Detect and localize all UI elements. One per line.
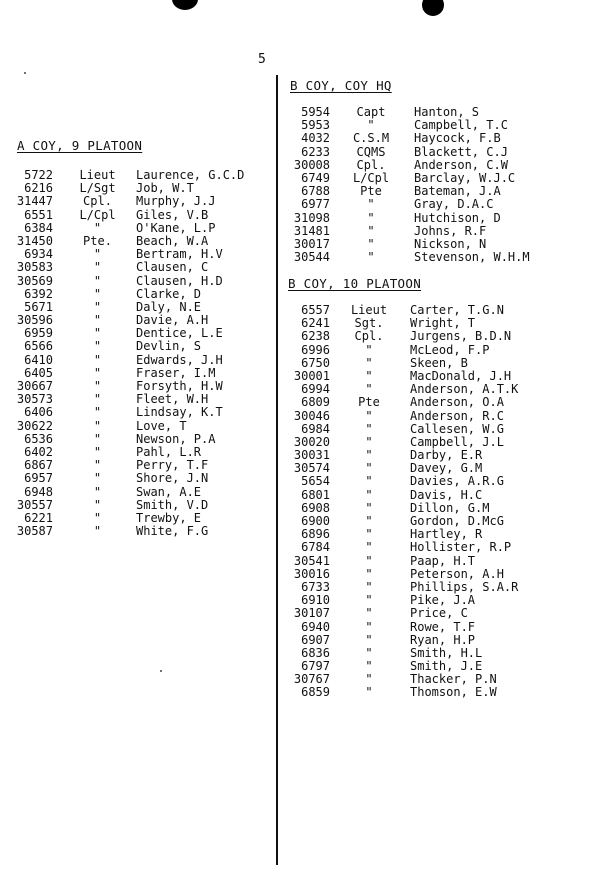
- rank: Pte: [358, 395, 380, 410]
- soldier-name: Beach, W.A: [136, 233, 209, 248]
- soldier-name: Campbell, J.L: [410, 434, 504, 449]
- soldier-name: Shore, J.N: [136, 471, 209, 486]
- punch-hole: [422, 0, 444, 16]
- rank: ": [365, 606, 373, 621]
- service-number: 4032: [301, 131, 330, 146]
- soldier-name: Trewby, E: [136, 510, 202, 525]
- roster-row: [0, 540, 560, 553]
- soldier-name: Love, T: [136, 418, 187, 433]
- rank: ": [365, 448, 373, 463]
- service-number: 30574: [293, 461, 330, 476]
- section-title-a-coy-9-platoon: A COY, 9 PLATOON: [17, 138, 143, 153]
- service-number: 30583: [16, 260, 53, 275]
- rank: ": [365, 382, 373, 397]
- soldier-name: Rowe, T.F: [410, 619, 476, 634]
- service-number: 30767: [293, 672, 330, 687]
- service-number: 6959: [24, 326, 53, 341]
- rank: ": [367, 250, 375, 265]
- rank: ": [93, 431, 102, 446]
- service-number: 5671: [24, 299, 53, 314]
- soldier-name: Hutchison, D: [414, 210, 501, 225]
- service-number: 30667: [16, 379, 53, 393]
- soldier-name: Blackett, C.J: [414, 144, 508, 159]
- roster-row: [0, 422, 560, 435]
- soldier-name: Thacker, P.N: [410, 672, 497, 687]
- rank: ": [93, 339, 102, 354]
- soldier-name: Johns, R.F: [414, 223, 487, 238]
- rank: ": [93, 247, 102, 262]
- rank: ": [365, 474, 373, 489]
- rank: L/Cpl: [79, 207, 116, 222]
- service-number: 30017: [293, 236, 330, 251]
- soldier-name: Bertram, H.V: [136, 247, 223, 262]
- service-number: 30020: [293, 434, 330, 449]
- service-number: 30046: [293, 408, 330, 423]
- service-number: 6221: [24, 510, 53, 525]
- roster-row: [0, 250, 560, 263]
- rank: ": [365, 421, 373, 436]
- roster-row: [0, 224, 560, 237]
- rank: ": [365, 355, 373, 370]
- service-number: 6801: [301, 487, 330, 502]
- roster-row: [0, 343, 560, 356]
- service-number: 6749: [301, 170, 330, 185]
- service-number: 6896: [301, 527, 330, 542]
- roster-row: [0, 501, 560, 514]
- roster-row: [0, 395, 560, 408]
- rank: ": [365, 500, 373, 515]
- soldier-name: Phillips, S.A.R: [410, 579, 519, 594]
- rank: ": [365, 487, 373, 502]
- rank: L/Cpl: [352, 170, 390, 185]
- section-title-b-coy-hq: B COY, COY HQ: [290, 78, 392, 93]
- soldier-name: Wright, T: [410, 316, 476, 331]
- roster-row: [0, 593, 560, 606]
- soldier-name: Ryan, H.P: [410, 632, 476, 647]
- soldier-name: Clarke, D: [136, 286, 202, 301]
- soldier-name: Laurence, G.C.D: [136, 168, 245, 182]
- service-number: 6784: [301, 540, 330, 555]
- service-number: 6233: [301, 144, 330, 159]
- roster-row: [0, 474, 560, 487]
- rank: L/Sgt: [79, 181, 116, 196]
- soldier-name: Dentice, L.E: [136, 326, 223, 341]
- service-number: 5954: [301, 105, 330, 119]
- soldier-name: Barclay, W.J.C: [414, 170, 516, 185]
- service-number: 5953: [301, 118, 330, 133]
- service-number: 6536: [24, 431, 53, 446]
- rank: ": [365, 593, 373, 608]
- roster-row: [0, 633, 560, 646]
- rank: ": [365, 579, 373, 594]
- roster-row: [0, 184, 560, 197]
- soldier-name: Gray, D.A.C: [414, 197, 494, 212]
- roster-row: [0, 131, 560, 144]
- service-number: 6984: [301, 421, 330, 436]
- rank: ": [93, 471, 102, 486]
- service-number: 6384: [24, 220, 53, 235]
- rank: Pte.: [83, 233, 112, 248]
- rank: ": [365, 632, 373, 647]
- rank: ": [365, 540, 373, 555]
- roster-row: [0, 567, 560, 580]
- soldier-name: Callesen, W.G: [410, 421, 504, 436]
- service-number: 30587: [16, 524, 53, 539]
- soldier-name: Daly, N.E: [136, 299, 202, 314]
- rank: ": [365, 553, 373, 568]
- rank: ": [93, 313, 102, 328]
- rank: ": [93, 405, 102, 420]
- service-number: 6406: [24, 405, 53, 420]
- soldier-name: MacDonald, J.H: [410, 368, 512, 383]
- service-number: 6910: [301, 593, 330, 608]
- service-number: 6900: [301, 514, 330, 528]
- roster-row: [0, 435, 560, 448]
- rank: ": [365, 685, 373, 700]
- service-number: 31450: [16, 233, 53, 248]
- service-number: 30544: [293, 250, 330, 265]
- soldier-name: Dillon, G.M: [410, 500, 490, 515]
- rank: Pte: [360, 184, 382, 199]
- service-number: 6410: [24, 352, 53, 367]
- soldier-name: O'Kane, L.P: [136, 220, 216, 235]
- service-number: 6733: [301, 579, 330, 594]
- rank: ": [365, 408, 373, 423]
- roster-row: [0, 237, 560, 250]
- service-number: 6977: [301, 197, 330, 212]
- roster-row: [0, 514, 560, 527]
- roster-row: [0, 274, 270, 287]
- rank: ": [365, 659, 373, 674]
- rank: ": [365, 434, 373, 449]
- soldier-name: Hartley, R: [410, 527, 483, 542]
- soldier-name: Anderson, C.W: [414, 157, 508, 172]
- soldier-name: Perry, T.F: [136, 458, 209, 473]
- rank: ": [93, 497, 102, 512]
- soldier-name: Devlin, S: [136, 339, 202, 354]
- soldier-name: Smith, H.L: [410, 645, 483, 660]
- rank: ": [93, 273, 102, 288]
- roster-row: [0, 659, 560, 672]
- service-number: 5722: [24, 168, 53, 182]
- soldier-name: White, F.G: [136, 524, 209, 539]
- service-number: 6750: [301, 355, 330, 370]
- service-number: 30622: [16, 418, 53, 433]
- rank: ": [365, 672, 373, 687]
- roster-row: [0, 356, 560, 369]
- service-number: 6996: [301, 342, 330, 357]
- service-number: 30573: [16, 392, 53, 407]
- soldier-name: Stevenson, W.H.M: [414, 250, 530, 265]
- soldier-name: Paap, H.T: [410, 553, 476, 568]
- rank: ": [93, 444, 102, 459]
- roster-row: [0, 303, 560, 316]
- roster-row: [0, 197, 560, 210]
- soldier-name: Gordon, D.McG: [410, 514, 504, 528]
- service-number: 6797: [301, 659, 330, 674]
- service-number: 6957: [24, 471, 53, 486]
- rank: CQMS: [356, 144, 386, 159]
- service-number: 6859: [301, 685, 330, 700]
- rank: ": [93, 326, 102, 341]
- soldier-name: Skeen, B: [410, 355, 468, 370]
- service-number: 6908: [301, 500, 330, 515]
- roster-row: [0, 580, 560, 593]
- roster-row: [0, 211, 560, 224]
- roster-row: [0, 329, 560, 342]
- rank: Capt: [356, 105, 386, 119]
- rank: ": [93, 510, 102, 525]
- rank: ": [93, 392, 102, 407]
- soldier-name: Newson, P.A: [136, 431, 216, 446]
- rank: ": [365, 368, 373, 383]
- section-title-b-coy-10-platoon: B COY, 10 PLATOON: [288, 276, 422, 291]
- rank: ": [93, 220, 102, 235]
- soldier-name: Forsyth, H.W: [136, 379, 223, 393]
- soldier-name: Job, W.T: [136, 181, 194, 196]
- service-number: 6402: [24, 444, 53, 459]
- soldier-name: Anderson, A.T.K: [410, 382, 519, 397]
- soldier-name: Fleet, W.H: [136, 392, 209, 407]
- rank: Cpl.: [354, 329, 384, 344]
- rank: ": [365, 527, 373, 542]
- roster-row: [0, 685, 560, 698]
- soldier-name: Davis, H.C: [410, 487, 483, 502]
- rank: ": [93, 260, 102, 275]
- soldier-name: Anderson, O.A: [410, 395, 504, 410]
- rank: ": [365, 342, 373, 357]
- soldier-name: Peterson, A.H: [410, 566, 504, 581]
- service-number: 6238: [301, 329, 330, 344]
- rank: ": [93, 299, 102, 314]
- roster-row: [0, 105, 560, 118]
- soldier-name: Murphy, J.J: [136, 194, 216, 209]
- service-number: 6557: [301, 303, 330, 317]
- roster-row: [0, 409, 560, 422]
- soldier-name: Smith, J.E: [410, 659, 483, 674]
- roster-row: [0, 461, 560, 474]
- service-number: 30569: [16, 273, 53, 288]
- service-number: 30031: [293, 448, 330, 463]
- roster-row: [0, 158, 560, 171]
- roster-row: [0, 118, 560, 131]
- rank: ": [93, 352, 102, 367]
- soldier-name: Nickson, N: [414, 236, 487, 251]
- soldier-name: Davies, A.R.G: [410, 474, 504, 489]
- service-number: 6241: [301, 316, 330, 331]
- soldier-name: Davie, A.H: [136, 313, 209, 328]
- rank: ": [365, 566, 373, 581]
- service-number: 6867: [24, 458, 53, 473]
- page-number: 5: [258, 52, 266, 67]
- ink-blot: [172, 0, 198, 10]
- rank: ": [367, 223, 375, 238]
- soldier-name: Giles, V.B: [136, 207, 209, 222]
- service-number: 30016: [293, 566, 330, 581]
- soldier-name: Price, C: [410, 606, 468, 621]
- rank: C.S.M: [352, 131, 390, 146]
- rank: Cpl.: [356, 157, 386, 172]
- rank: ": [93, 365, 102, 380]
- rank: ": [365, 461, 373, 476]
- rank: ": [93, 458, 102, 473]
- service-number: 6551: [24, 207, 53, 222]
- rank: Cpl.: [83, 194, 112, 209]
- rank: Sgt.: [354, 316, 384, 331]
- rank: ": [93, 484, 102, 499]
- soldier-name: McLeod, F.P: [410, 342, 490, 357]
- soldier-name: Swan, A.E: [136, 484, 202, 499]
- service-number: 30557: [16, 497, 53, 512]
- speck: [24, 72, 26, 74]
- rank: ": [93, 418, 102, 433]
- rank: ": [93, 524, 102, 539]
- service-number: 30008: [293, 157, 330, 172]
- soldier-name: Lindsay, K.T: [136, 405, 223, 420]
- service-number: 6809: [301, 395, 330, 410]
- service-number: 30596: [16, 313, 53, 328]
- rank: ": [93, 286, 102, 301]
- service-number: 6392: [24, 286, 53, 301]
- roster-row: [0, 171, 560, 184]
- roster-row: [0, 382, 560, 395]
- rank: ": [365, 514, 373, 528]
- service-number: 6566: [24, 339, 53, 354]
- soldier-name: Thomson, E.W: [410, 685, 497, 700]
- soldier-name: Davey, G.M: [410, 461, 483, 476]
- service-number: 31481: [293, 223, 330, 238]
- soldier-name: Fraser, I.M: [136, 365, 216, 380]
- service-number: 5654: [301, 474, 330, 489]
- service-number: 31098: [293, 210, 330, 225]
- soldier-name: Pahl, L.R: [136, 444, 202, 459]
- rank: ": [365, 645, 373, 660]
- roster-b-coy-hq: [0, 105, 560, 263]
- service-number: 6788: [301, 184, 330, 199]
- roster-row: [0, 316, 560, 329]
- soldier-name: Pike, J.A: [410, 593, 476, 608]
- rank: ": [365, 619, 373, 634]
- soldier-name: Haycock, F.B: [414, 131, 501, 146]
- service-number: 30541: [293, 553, 330, 568]
- roster-row: [0, 488, 560, 501]
- roster-row: [0, 448, 560, 461]
- rank: ": [367, 236, 375, 251]
- roster-row: [0, 672, 560, 685]
- soldier-name: Clausen, C: [136, 260, 209, 275]
- roster-row: [0, 287, 270, 300]
- roster-row: [0, 145, 560, 158]
- roster-row: [0, 620, 560, 633]
- soldier-name: Anderson, R.C: [410, 408, 504, 423]
- soldier-name: Darby, E.R: [410, 448, 483, 463]
- service-number: 6216: [24, 181, 53, 196]
- service-number: 6948: [24, 484, 53, 499]
- rank: ": [367, 118, 375, 133]
- soldier-name: Edwards, J.H: [136, 352, 223, 367]
- rank: ": [93, 379, 102, 393]
- soldier-name: Carter, T.G.N: [410, 303, 504, 317]
- roster-row: [0, 369, 560, 382]
- roster-row: [0, 554, 560, 567]
- roster-b-coy-10-platoon: [0, 303, 560, 699]
- rank: Lieut: [79, 168, 116, 182]
- soldier-name: Jurgens, B.D.N: [410, 329, 512, 344]
- roster-row: [0, 606, 560, 619]
- roster-row: [0, 646, 560, 659]
- service-number: 31447: [16, 194, 53, 209]
- rank: Lieut: [350, 303, 388, 317]
- soldier-name: Bateman, J.A: [414, 184, 501, 199]
- service-number: 30107: [293, 606, 330, 621]
- soldier-name: Clausen, H.D: [136, 273, 223, 288]
- soldier-name: Hanton, S: [414, 105, 480, 119]
- service-number: 6940: [301, 619, 330, 634]
- service-number: 6405: [24, 365, 53, 380]
- rank: ": [367, 210, 375, 225]
- roster-row: [0, 527, 560, 540]
- service-number: 30001: [293, 368, 330, 383]
- soldier-name: Hollister, R.P: [410, 540, 512, 555]
- service-number: 6934: [24, 247, 53, 262]
- soldier-name: Smith, V.D: [136, 497, 209, 512]
- rank: ": [367, 197, 375, 212]
- service-number: 6836: [301, 645, 330, 660]
- soldier-name: Campbell, T.C: [414, 118, 508, 133]
- service-number: 6907: [301, 632, 330, 647]
- service-number: 6994: [301, 382, 330, 397]
